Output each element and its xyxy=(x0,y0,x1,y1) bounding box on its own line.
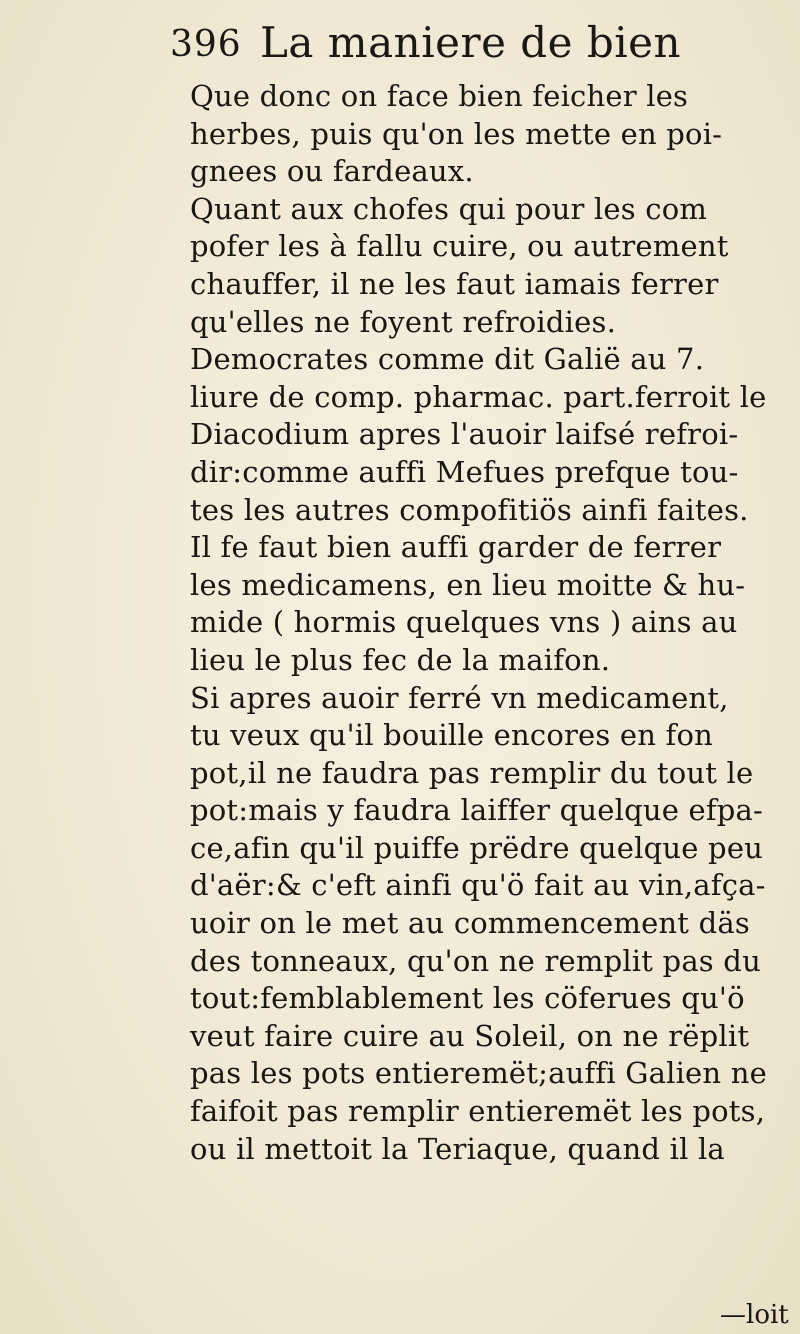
text-line: ou il mettoit la Teriaque, quand il la xyxy=(190,1131,725,1166)
text-line: herbes, puis qu'on les mette en poi- xyxy=(190,116,723,151)
text-line: Il fe faut bien auffi garder de ferrer xyxy=(190,530,722,565)
text-line: tout:femblablement les cöferues qu'ö xyxy=(190,981,745,1016)
text-line: Que donc on face bien feicher les xyxy=(190,79,689,113)
text-line: tes les autres compofitiös ainfi faites. xyxy=(190,492,749,527)
text-line: pofer les à fallu cuire, ou autrement xyxy=(190,229,729,264)
text-line: d'aër:& c'eft ainfi qu'ö fait au vin,afça- xyxy=(190,868,766,903)
text-line: pas les pots entieremët;auffi Galien ne xyxy=(190,1056,767,1091)
text-line: dir:comme auffi Mefues prefque tou- xyxy=(190,454,739,489)
page-number: 396 xyxy=(170,24,242,65)
running-head: La maniere de bien xyxy=(260,18,682,67)
text-line: veut faire cuire au Soleil, on ne rëplit xyxy=(190,1018,750,1053)
text-line: pot:mais y faudra laiffer quelque efpa- xyxy=(190,793,764,828)
text-line: Si apres auoir ferré vn medicament, xyxy=(190,680,729,715)
text-line: gnees ou fardeaux. xyxy=(190,154,474,189)
text-line: chauffer, il ne les faut iamais ferrer xyxy=(190,266,719,301)
text-line: Democrates comme dit Galië au 7. xyxy=(190,342,705,377)
text-line: lieu le plus fec de la maifon. xyxy=(190,642,611,677)
text-line: tu veux qu'il bouille encores en fon xyxy=(190,718,714,753)
text-line: pot,il ne faudra pas remplir du tout le xyxy=(190,755,754,790)
text-line: Quant aux chofes qui pour les com xyxy=(190,191,708,226)
text-line: qu'elles ne foyent refroidies. xyxy=(190,304,616,339)
text-line: Diacodium apres l'auoir laifsé refroi- xyxy=(190,417,739,452)
text-line: liure de comp. pharmac. part.ferroit le xyxy=(190,379,767,414)
catchword: —loit xyxy=(720,1300,789,1330)
text-line: des tonneaux, qu'on ne remplit pas du xyxy=(190,943,761,978)
page-header xyxy=(170,18,730,78)
body-text xyxy=(190,78,790,1168)
text-line: ce,afin qu'il puiffe prëdre quelque peu xyxy=(190,830,764,865)
text-line: faifoit pas remplir entieremët les pots, xyxy=(190,1094,766,1129)
text-line: uoir on le met au commencement däs xyxy=(190,906,750,941)
text-line: mide ( hormis quelques vns ) ains au xyxy=(190,605,738,640)
text-line: les medicamens, en lieu moitte & hu- xyxy=(190,567,746,602)
